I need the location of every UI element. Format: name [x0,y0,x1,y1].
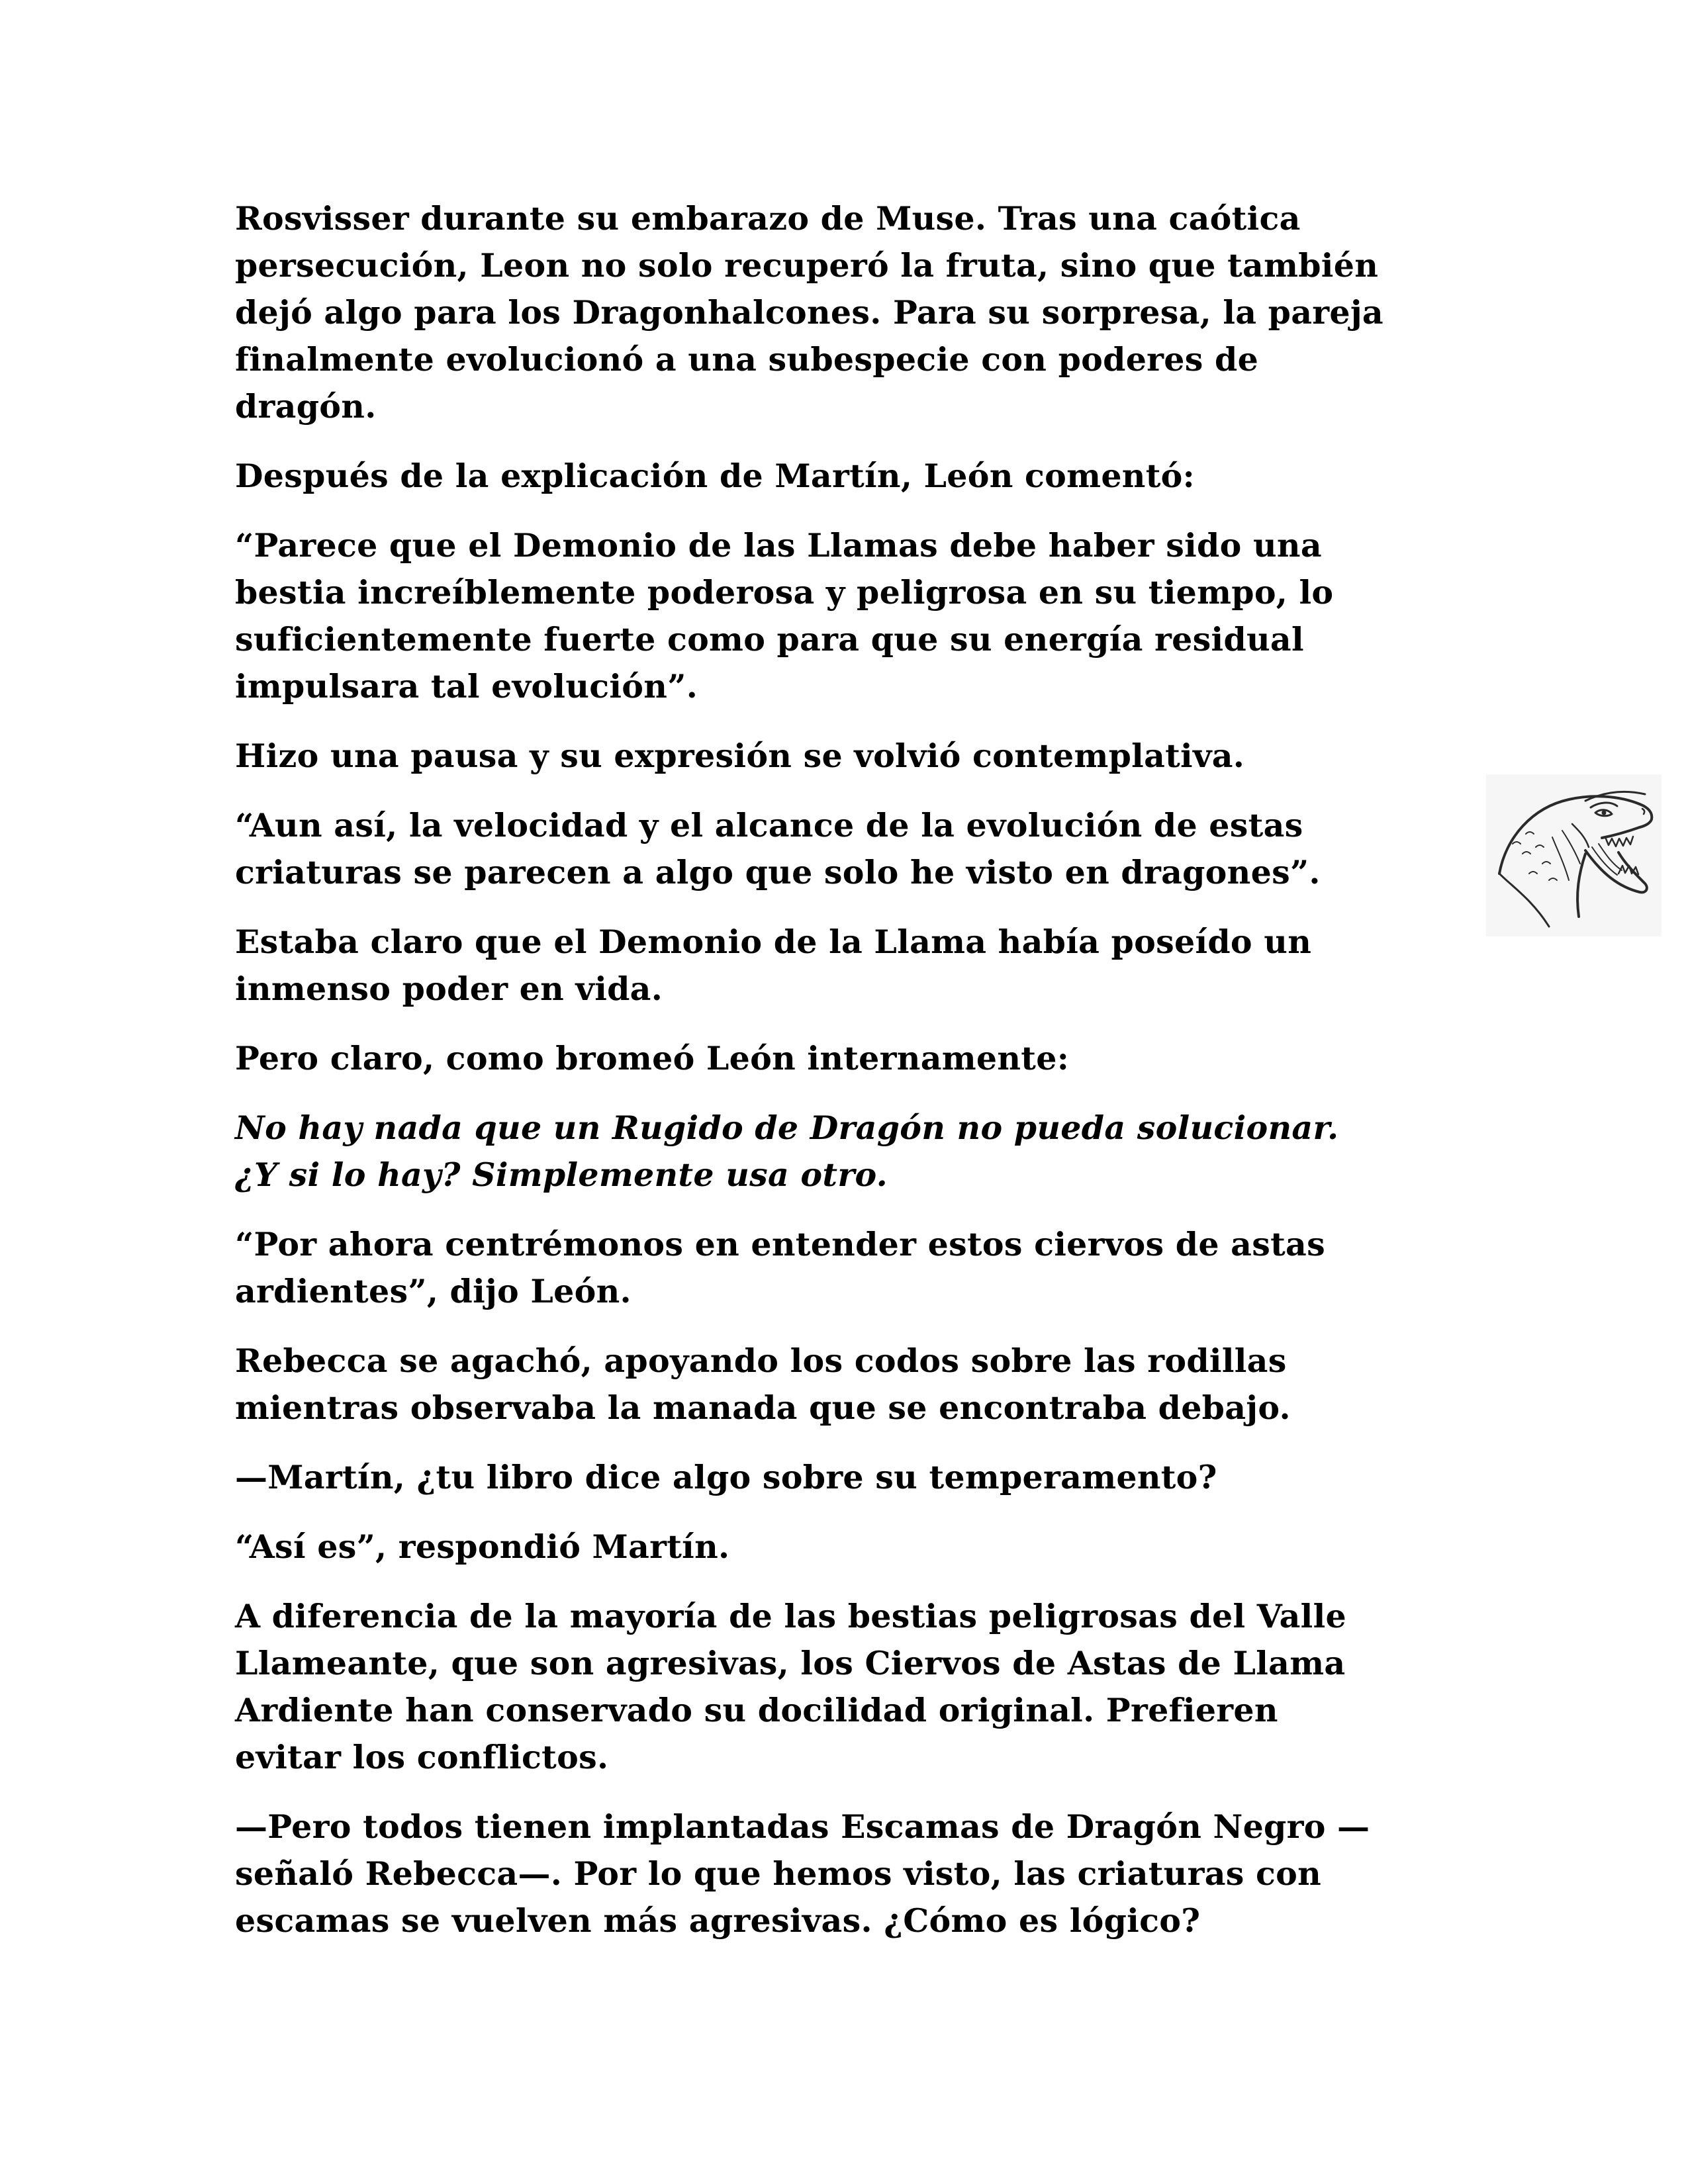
paragraph: Pero claro, como bromeó León internamente: [235,1039,1070,1077]
paragraph: “Así es”, respondió Martín. [235,1527,730,1566]
dinosaur-head-sketch-icon [1486,774,1662,936]
paragraph: A diferencia de la mayoría de las bestias peligrosas del Valle Llameante, que son agresivas, los Ciervos de Astas de Llama Ardiente han conservado su docilidad original. Prefieren evitar los conflictos. [235,1597,1346,1776]
body-text [235,195,1427,1967]
paragraph: Rebecca se agachó, apoyando los codos sobre las rodillas mientras observaba la manada que se encontraba debajo. [235,1342,1291,1427]
paragraph: “Aun así, la velocidad y el alcance de la evolución de estas criaturas se parecen a algo que solo he visto en dragones”. [235,806,1321,891]
paragraph: Hizo una pausa y su expresión se volvió contemplativa. [235,737,1245,775]
italic-thought-paragraph: No hay nada que un Rugido de Dragón no pueda solucionar. ¿Y si lo hay? Simplemente usa otro. [235,1109,1339,1194]
paragraph: Estaba claro que el Demonio de la Llama había poseído un inmenso poder en vida. [235,923,1312,1008]
paragraph: “Por ahora centrémonos en entender estos ciervos de astas ardientes”, dijo León. [235,1225,1325,1310]
paragraph: “Parece que el Demonio de las Llamas debe haber sido una bestia increíblemente poderosa y peligrosa en su tiempo, lo suficientemente fuerte como para que su energía residual impulsara tal evolución”. [235,526,1334,705]
paragraph: —Martín, ¿tu libro dice algo sobre su temperamento? [235,1458,1217,1496]
paragraph: Después de la explicación de Martín, León comentó: [235,457,1196,495]
paragraph: Rosvisser durante su embarazo de Muse. Tras una caótica persecución, Leon no solo recuperó la fruta, sino que también dejó algo para los Dragonhalcones. Para su sorpresa, la pareja finalmente evolucionó a una subespecie con poderes de dragón. [235,199,1383,426]
paragraph: —Pero todos tienen implantadas Escamas de Dragón Negro — señaló Rebecca—. Por lo que hemos visto, las criaturas con escamas se vuelven más agresivas. ¿Cómo es lógico? [235,1807,1370,1940]
